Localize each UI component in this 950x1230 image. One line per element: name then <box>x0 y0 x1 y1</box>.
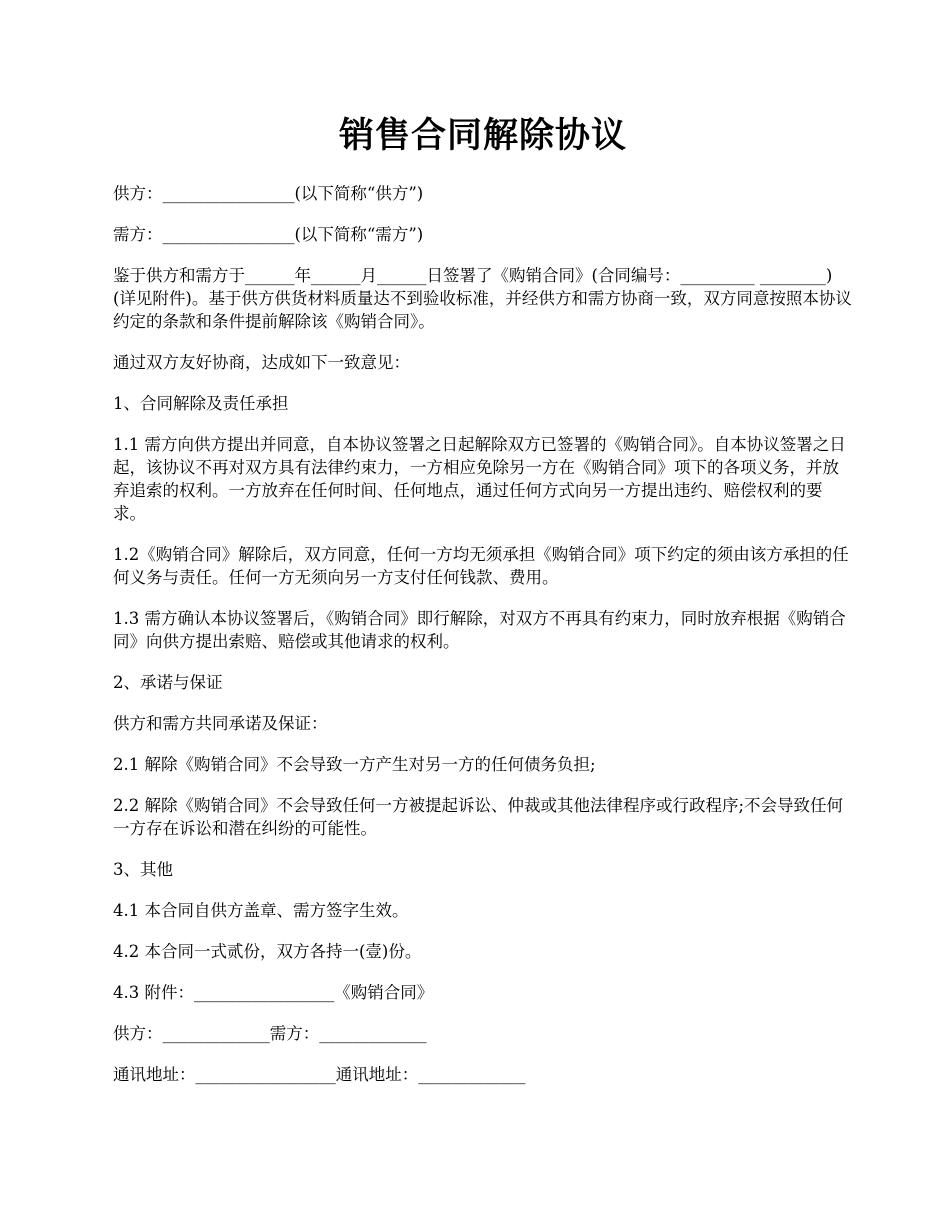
clause-1-1: 1.1 需方向供方提出并同意，自本协议签署之日起解除双方已签署的《购销合同》。自本协议签署之日起，该协议不再对双方具有法律约束力，一方相应免除另一方在《购销合同》项下的各项义务，并放弃追索的权利。一方放弃在任何时间、任何地点，通过任何方式向另一方提出违约、赔偿权利的要求。 <box>113 435 846 523</box>
clause-4-3: 4.3 附件：_________________《购销合同》 <box>113 983 434 1002</box>
clause-2-2: 2.2 解除《购销合同》不会导致任何一方被提起诉讼、仲裁或其他法律程序或行政程序;不会导致任何一方存在诉讼和潜在纠纷的可能性。 <box>113 796 844 838</box>
clause-1-3: 1.3 需方确认本协议签署后，《购销合同》即行解除，对双方不再具有约束力，同时放弃根据《购销合同》向供方提出索赔、赔偿或其他请求的权利。 <box>113 609 846 651</box>
section-heading-3: 3、其他 <box>113 860 173 879</box>
agreement-intro: 通过双方友好协商，达成如下一致意见： <box>113 353 410 372</box>
guarantee-intro: 供方和需方共同承诺及保证： <box>113 714 328 733</box>
clause-4-2: 4.2 本合同一式贰份，双方各持一(壹)份。 <box>113 942 422 961</box>
section-heading-1: 1、合同解除及责任承担 <box>113 394 289 413</box>
supplier-line: 供方：________________(以下简称“供方”) <box>113 184 424 203</box>
clause-2-1: 2.1 解除《购销合同》不会导致一方产生对另一方的任何债务负担; <box>113 755 596 774</box>
clause-4-1: 4.1 本合同自供方盖章、需方签字生效。 <box>113 901 409 920</box>
buyer-line: 需方：________________(以下简称“需方”) <box>113 225 424 244</box>
section-heading-2: 2、承诺与保证 <box>113 673 223 692</box>
document-title: 销售合同解除协议 <box>338 115 627 156</box>
clause-1-2: 1.2《购销合同》解除后，双方同意，任何一方均无须承担《购销合同》项下约定的须由该方承担的任何义务与责任。任何一方无须向另一方支付任何钱款、费用。 <box>113 545 849 587</box>
document-page <box>113 110 853 1104</box>
signature-line: 供方：_____________需方：_____________ <box>113 1024 427 1043</box>
address-line: 通讯地址：_________________通讯地址：_____________ <box>113 1065 526 1084</box>
preamble-paragraph: 鉴于供方和需方于______年______月______日签署了《购销合同》(合同编号：_________ ________)(详见附件)。基于供方供货材料质量达不到验收标准，并经供方和需方协商一致，双方同意按照本协议约定的条款和条件提前解除该《购销合同》。 <box>113 266 852 331</box>
